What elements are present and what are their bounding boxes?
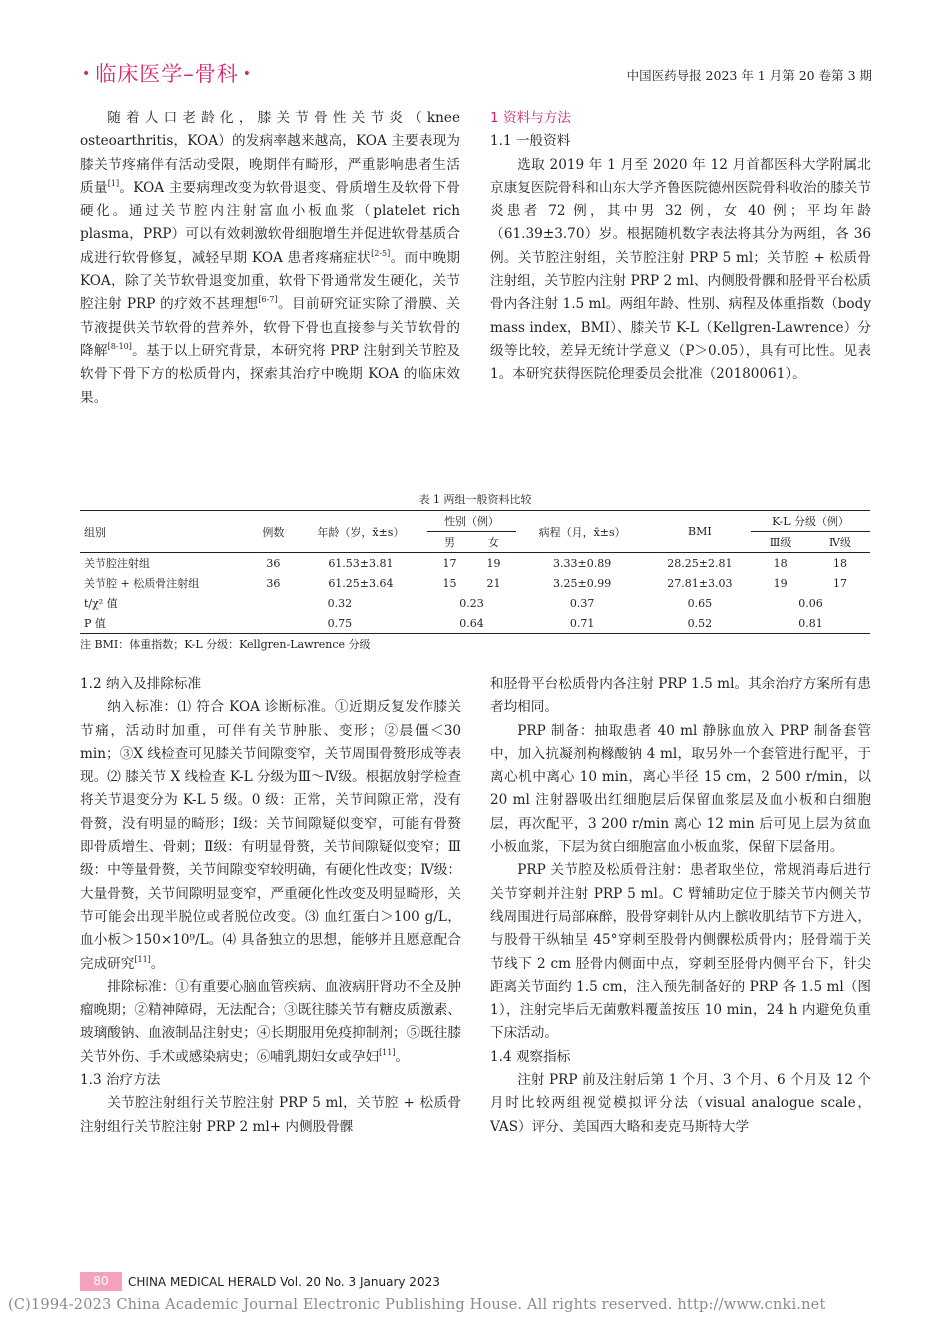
citation: [2-5]: [371, 248, 391, 258]
th-sex: 性别（例）: [427, 511, 515, 532]
intro-column: [80, 107, 460, 410]
citation: [6-7]: [258, 295, 278, 305]
bullet-icon: •: [82, 66, 92, 82]
page-number: 80: [80, 1272, 122, 1291]
section-title: 临床医学–骨科: [95, 62, 239, 86]
th-course: 病程（月，x̄±s）: [516, 511, 649, 553]
baseline-table: [80, 510, 870, 634]
th-kl: K-L 分级（例）: [751, 511, 870, 532]
citation: [11]: [134, 954, 151, 964]
criteria-column: [80, 673, 461, 1139]
th-female: 女: [472, 532, 516, 553]
treatment-paragraph: 关节腔注射组行关节腔注射 PRP 5 ml，关节腔 + 松质骨注射组行关节腔注射 PRP 2 ml+ 内侧股骨髁: [80, 1095, 461, 1135]
exclusion-paragraph: 排除标准：①有重要心脑血管疾病、血液病肝肾功不全及肿瘤晚期；②精神障碍，无法配合；③既往膝关节有糖皮质激素、玻璃酸钠、血液制品注射史；④长期服用免疫抑制剂；⑤既往膝关节外伤、手术或感染病史；⑥哺乳期妇女或孕妇[11]。: [80, 978, 461, 1065]
citation: [8-10]: [107, 341, 132, 351]
th-bmi: BMI: [649, 511, 751, 553]
page-header: [78, 58, 872, 92]
th-group: 组别: [80, 511, 252, 553]
subsection-heading: 1.3 治疗方法: [80, 1072, 161, 1089]
th-kl3: Ⅲ级: [751, 532, 810, 553]
treatment-column: [490, 673, 871, 1139]
inclusion-paragraph: 纳入标准：⑴ 符合 KOA 诊断标准。①近期反复发作膝关节痛，活动时加重，可伴有关节肿胀、变形；②晨僵＜30 min；③X 线检查可见膝关节间隙变窄，关节周围骨赘形成等表现。⑵ 膝关节 X 线检查 K-L 分级为Ⅲ～Ⅳ级。根据放射学检查将关节退变分为 K-L 5 级。0 级：正常，关节间隙正常，没有骨赘，没有明显的畸形；Ⅰ级：关节间隙疑似变窄，可能有骨赘即骨质增生、骨刺；Ⅱ级：有明显骨赘，关节间隙疑似变窄；Ⅲ级：中等量骨赘，关节间隙变窄较明确，有硬化性改变；Ⅳ级：大量骨赘，关节间隙明显变窄，严重硬化性改变及明显畸形，关节可能会出现半脱位或者脱位改变。⑶ 血红蛋白＞100 g/L，血小板＞150×10⁹/L。⑷ 具备独立的思想，能够并且愿意配合完成研究[11]。: [80, 699, 461, 972]
table-row: 关节腔注射组 36 61.53±3.81 17 19 3.33±0.89 28.25±2.81 18 18: [84, 556, 848, 570]
methods-column: [490, 107, 871, 387]
general-data-paragraph: 选取 2019 年 1 月至 2020 年 12 月首都医科大学附属北京康复医院骨科和山东大学齐鲁医院德州医院骨科收治的膝关节炎患者 72 例，其中男 32 例，女 40 例；平均年龄（61.39±3.70）岁。根据随机数字表法将其分为两组，各 36 例。关节腔注射组，关节腔注射 PRP 5 ml；关节腔 + 松质骨注射组，关节腔内注射 PRP 2 ml、内侧股骨髁和胫骨平台松质骨内各注射 1.5 ml。两组年龄、性别、病程及体重指数（body mass index，BMI）、膝关节 K-L（Kellgren-Lawrence）分级等比较，差异无统计学意义（P＞0.05），具有可比性。见表 1。本研究获得医院伦理委员会批准（20180061）。: [490, 156, 871, 383]
table-row-stat: t/χ² 值 0.32 0.23 0.37 0.65 0.06: [84, 596, 823, 610]
th-age: 年龄（岁，x̄±s）: [294, 511, 427, 553]
section-tag: [78, 58, 256, 88]
citation: [1]: [107, 178, 120, 188]
th-kl4: Ⅳ级: [810, 532, 870, 553]
table-caption: 表 1 两组一般资料比较: [418, 493, 532, 506]
journal-info: 中国医药导报 2023 年 1 月第 20 卷第 3 期: [626, 68, 872, 83]
table-1: [80, 491, 870, 652]
footer-journal: CHINA MEDICAL HERALD Vol. 20 No. 3 January 2023: [128, 1274, 440, 1289]
table-row: 关节腔 + 松质骨注射组 36 61.25±3.64 15 21 3.25±0.99 27.81±3.03 19 17: [84, 576, 848, 590]
observation-paragraph: 注射 PRP 前及注射后第 1 个月、3 个月、6 个月及 12 个月时比较两组视觉模拟评分法（visual analogue scale，VAS）评分、美国西大略和麦克马斯特大学: [490, 1072, 871, 1135]
th-male: 男: [427, 532, 471, 553]
prp-prep-paragraph: PRP 制备：抽取患者 40 ml 静脉血放入 PRP 制备套管中，加入抗凝剂枸橼酸钠 4 ml，取另外一个套管进行配平，于离心机中离心 10 min，离心半径 15 cm，2 500 r/min，以 20 ml 注射器吸出红细胞层后保留血浆层及血小板和白细胞层，再次配平，3 200 r/min 离心 12 min 后可见上层为贫血小板血浆，下层为贫白细胞富血小板血浆，保留下层备用。: [490, 722, 871, 856]
injection-paragraph: PRP 关节腔及松质骨注射：患者取坐位，常规消毒后进行关节穿刺并注射 PRP 5 ml。C 臂辅助定位于膝关节内侧关节线周围进行局部麻醉，股骨穿刺针从内上髌收肌结节下方进入，与股骨干纵轴呈 45°穿刺至股骨内侧髁松质骨内；胫骨端于关节线下 2 cm 胫骨内侧面中点，穿刺至胫骨内侧平台下，针尖距离关节面约 1.5 cm，注入预先制备好的 PRP 各 1.5 ml（图 1），注射完毕后无菌敷料覆盖按压 10 min，24 h 内避免负重下床活动。: [490, 862, 871, 1042]
subsection-heading: 1.2 纳入及排除标准: [80, 676, 202, 692]
th-cases: 例数: [252, 511, 294, 553]
subsection-heading: 1.4 观察指标: [490, 1048, 571, 1065]
copyright-line: (C)1994-2023 China Academic Journal Electronic Publishing House. All rights reserved. http://www.cnki.net: [8, 1297, 826, 1313]
citation: [11]: [379, 1047, 396, 1057]
table-note: 注 BMI：体重指数；K-L 分级：Kellgren-Lawrence 分级: [80, 638, 371, 651]
section-heading: 1 资料与方法: [490, 110, 571, 126]
subsection-heading: 1.1 一般资料: [490, 133, 571, 150]
bullet-icon: •: [242, 66, 253, 82]
intro-paragraph: 随着人口老龄化，膝关节骨性关节炎（knee osteoarthritis，KOA）的发病率越来越高，KOA 主要表现为膝关节疼痛伴有活动受限，晚期伴有畸形，严重影响患者生活质量[1]。KOA 主要病理改变为软骨退变、骨质增生及软骨下骨硬化。通过关节腔内注射富血小板血浆（platelet rich plasma，PRP）可以有效刺激软骨细胞增生并促进软骨基质合成进行软骨修复，减轻早期 KOA 患者疼痛症状[2-5]。而中晚期 KOA，除了关节软骨退变加重，软骨下骨通常发生硬化，关节腔注射 PRP 的疗效不甚理想[6-7]。目前研究证实除了滑膜、关节液提供关节软骨的营养外，软骨下骨也直接参与关节软骨的降解[8-10]。基于以上研究背景，本研究将 PRP 注射到关节腔及软骨下骨下方的松质骨内，探索其治疗中晚期 KOA 的临床效果。: [80, 110, 461, 406]
page-footer: [80, 1271, 440, 1291]
table-row-p: P 值 0.75 0.64 0.71 0.52 0.81: [80, 613, 870, 634]
treatment-continued: 和胫骨平台松质骨内各注射 PRP 1.5 ml。其余治疗方案所有患者均相同。: [490, 676, 871, 716]
